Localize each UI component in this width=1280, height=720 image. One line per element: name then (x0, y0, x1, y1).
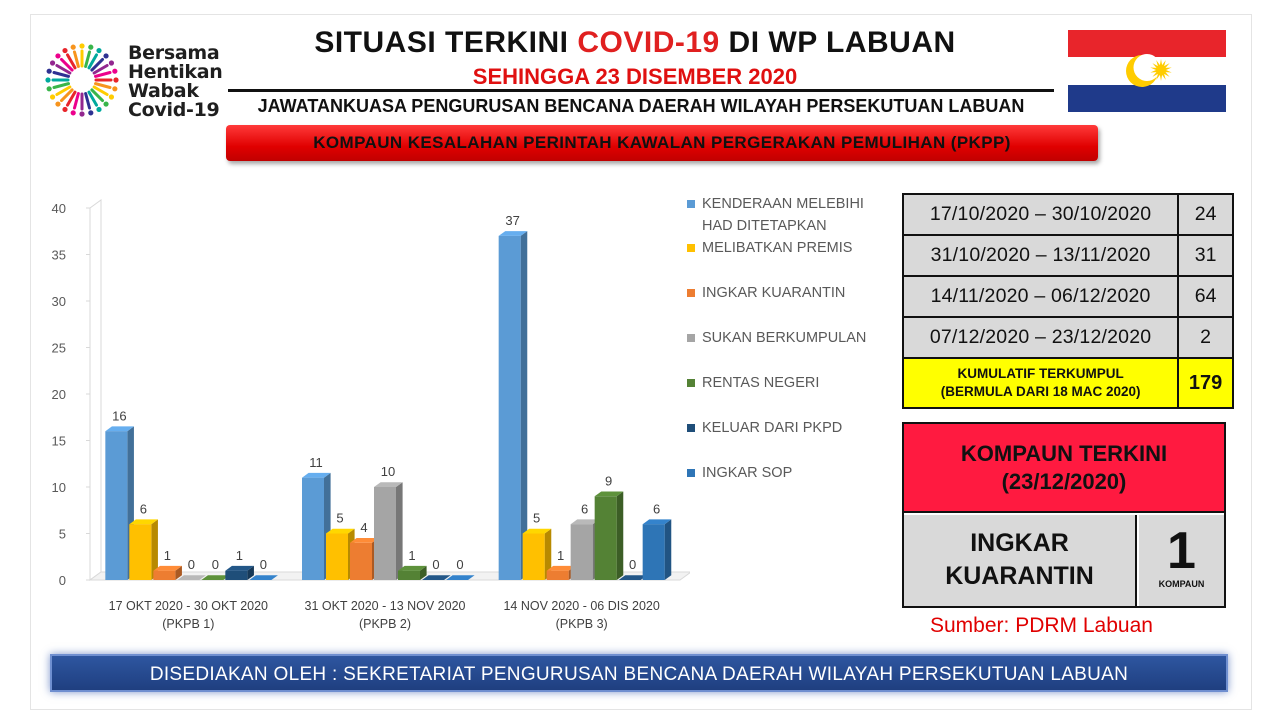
count-cell: 2 (1178, 317, 1233, 358)
latest-value: 1 (1167, 522, 1196, 580)
count-cell: 31 (1178, 235, 1233, 276)
y-tick-label: 30 (51, 294, 66, 309)
title-part-1: SITUASI TERKINI (314, 26, 578, 59)
data-label: 5 (533, 510, 541, 526)
latest-offence-line-2: KUARANTIN (945, 562, 1094, 590)
logo-figure-head (88, 110, 93, 115)
logo-figure-head (112, 86, 117, 91)
data-label: 16 (112, 408, 127, 424)
data-label: 0 (259, 557, 267, 573)
chart-side-wall (90, 200, 101, 580)
cumulative-label-line-1: KUMULATIF TERKUMPUL (957, 366, 1124, 381)
bar-side (396, 482, 403, 580)
bar-side (665, 519, 672, 580)
period-cell: 17/10/2020 – 30/10/2020 (903, 194, 1178, 235)
logo-figure-head (96, 48, 101, 53)
logo-figure-head (103, 53, 108, 58)
legend-swatch (687, 334, 695, 342)
bar-front (595, 496, 617, 580)
data-label: 11 (309, 454, 323, 470)
table-row (903, 235, 1233, 276)
title-highlight: COVID-19 (577, 26, 720, 59)
y-tick-label: 15 (51, 433, 66, 449)
logo-figure-body (86, 52, 90, 66)
latest-compound-box (902, 422, 1226, 608)
y-tick-label: 5 (58, 526, 66, 542)
latest-offence (904, 515, 1137, 606)
legend-swatch (687, 469, 695, 477)
category-label: 31 OKT 2020 - 13 NOV 2020 (304, 599, 466, 613)
legend-label: KELUAR DARI PKPD (702, 420, 843, 436)
logo-line-4: Covid-19 (128, 99, 220, 121)
legend-label: SUKAN BERKUMPULAN (702, 330, 867, 346)
data-label: 4 (360, 520, 368, 535)
legend-item (702, 462, 892, 484)
data-label: 1 (408, 547, 416, 563)
logo-figure-head (47, 69, 52, 74)
logo-figure-head (45, 77, 50, 82)
bar-front (105, 431, 127, 580)
category-label: (PKPB 2) (358, 617, 412, 631)
legend-item (702, 417, 892, 439)
footer-banner: DISEDIAKAN OLEH : SEKRETARIAT PENGURUSAN BENCANA DAERAH WILAYAH PERSEKUTUAN LABUAN (50, 654, 1228, 692)
bar (499, 231, 528, 580)
legend-swatch (687, 289, 695, 297)
period-cell: 31/10/2020 – 13/11/2020 (903, 235, 1178, 276)
bar-front (153, 571, 175, 580)
logo-figure-head (96, 107, 101, 112)
logo-figure-head (47, 86, 52, 91)
data-label: 0 (456, 557, 464, 573)
committee-name: JAWATANKUASA PENGURUSAN BENCANA DAERAH WILAYAH PERSEKUTUAN LABUAN (257, 96, 1025, 116)
summary-table (902, 193, 1234, 409)
logo-line-2: Hentikan (128, 61, 223, 83)
y-tick-label: 0 (58, 573, 66, 588)
cumulative-label (903, 358, 1178, 408)
logo-figure-head (71, 45, 76, 50)
legend-item (702, 282, 892, 304)
bar (374, 482, 403, 580)
category-label: (PKPB 3) (555, 617, 608, 631)
data-label: 9 (605, 473, 613, 489)
logo-figure-body (96, 72, 110, 76)
latest-value-cell (1139, 515, 1224, 606)
source-note: Sumber: PDRM Labuan (930, 614, 1153, 637)
logo-figure-head (71, 110, 76, 115)
bar-front (523, 534, 545, 581)
logo-figure-head (79, 111, 84, 116)
bar (398, 566, 427, 580)
count-cell: 64 (1178, 276, 1233, 317)
logo-figure-head (55, 101, 60, 106)
data-label: 0 (211, 557, 219, 573)
data-label: 37 (505, 213, 520, 229)
logo-figure-head (109, 94, 114, 99)
latest-compound-title (904, 424, 1224, 513)
bar (225, 566, 254, 580)
page-subtitle: SEHINGGA 23 DISEMBER 2020 (472, 64, 798, 89)
y-tick-label: 35 (51, 247, 66, 263)
cumulative-row (903, 358, 1233, 408)
logo-figure-body (54, 84, 68, 88)
cumulative-value: 179 (1178, 358, 1233, 408)
labuan-flag (1068, 30, 1226, 112)
bar-front (129, 524, 151, 580)
logo-figure-head (62, 107, 67, 112)
legend-label: INGKAR KUARANTIN (702, 285, 846, 301)
bar (595, 492, 624, 581)
latest-title-line-2: (23/12/2020) (1001, 469, 1127, 494)
legend-swatch (687, 424, 695, 432)
compound-bar-chart (40, 180, 690, 640)
logo-text (128, 44, 223, 120)
legend-item (702, 237, 892, 259)
bar-front (374, 487, 396, 580)
flag-red-stripe (1068, 30, 1226, 57)
legend-item (702, 193, 892, 237)
table-row (903, 276, 1233, 317)
y-tick-label: 40 (51, 201, 66, 216)
logo-figure-head (88, 45, 93, 50)
bar-front (225, 571, 247, 580)
logo-figure-head (103, 101, 108, 106)
data-label: 5 (336, 510, 344, 526)
legend-item (702, 327, 892, 349)
bar-front (302, 478, 324, 580)
legend-label: MELIBATKAN PREMIS (702, 240, 853, 256)
logo-figure-body (54, 72, 68, 76)
logo-figure-head (62, 48, 67, 53)
data-label: 6 (653, 501, 661, 517)
logo-figure-head (50, 94, 55, 99)
y-tick-label: 10 (51, 480, 66, 495)
latest-title-line-1: KOMPAUN TERKINI (960, 441, 1168, 466)
logo-line-3: Wabak (128, 80, 199, 102)
logo-figure-head (109, 60, 114, 65)
logo-figure-head (112, 69, 117, 74)
table-row (903, 317, 1233, 358)
legend-swatch (687, 379, 695, 387)
logo-figure-body (86, 94, 90, 108)
data-label: 0 (187, 557, 195, 573)
data-label: 6 (139, 501, 147, 517)
data-label: 1 (235, 547, 243, 563)
bar (643, 519, 672, 580)
title-divider (228, 89, 1054, 92)
data-label: 6 (581, 501, 589, 517)
latest-offence-line-1: INGKAR (970, 529, 1069, 557)
cumulative-label-line-2: (BERMULA DARI 18 MAC 2020) (940, 384, 1141, 399)
legend-swatch (687, 244, 695, 252)
category-label: 14 NOV 2020 - 06 DIS 2020 (503, 599, 660, 613)
bar-front (326, 534, 348, 581)
bar (153, 566, 182, 580)
period-cell: 14/11/2020 – 06/12/2020 (903, 276, 1178, 317)
bar-front (350, 543, 372, 580)
data-label: 10 (380, 464, 396, 480)
logo-figure-head (55, 53, 60, 58)
logo-figure-head (79, 43, 84, 48)
flag-blue-stripe (1068, 85, 1226, 112)
bar-front (499, 236, 521, 580)
latest-unit: KOMPAUN (1158, 579, 1205, 589)
bar-front (398, 571, 420, 580)
category-label: 17 OKT 2020 - 30 OKT 2020 (108, 599, 269, 613)
logo-figure-body (74, 94, 78, 108)
legend-label: INGKAR SOP (702, 465, 793, 481)
page-title (240, 26, 1030, 60)
data-label: 1 (163, 547, 171, 563)
category-label: (PKPB 1) (162, 617, 215, 631)
data-label: 1 (557, 547, 565, 563)
legend-label: KENDERAAN MELEBIHI HAD DITETAPKAN (702, 196, 864, 234)
title-part-2: DI WP LABUAN (719, 26, 956, 59)
table-row (903, 194, 1233, 235)
legend-label: RENTAS NEGERI (702, 375, 820, 391)
bar-front (643, 524, 665, 580)
data-label: 0 (629, 557, 637, 573)
logo-line-1: Bersama (128, 42, 220, 64)
y-tick-label: 20 (51, 387, 66, 402)
y-tick-label: 25 (51, 340, 66, 356)
logo-figure-body (96, 84, 110, 88)
bar-side (521, 231, 528, 580)
logo-figure-head (50, 60, 55, 65)
legend-swatch (687, 200, 695, 208)
count-cell: 24 (1178, 194, 1233, 235)
data-label: 0 (432, 557, 440, 573)
bar-front (547, 571, 569, 580)
period-cell: 07/12/2020 – 23/12/2020 (903, 317, 1178, 358)
bar-side (617, 492, 624, 581)
legend-item (702, 372, 892, 394)
section-banner: KOMPAUN KESALAHAN PERINTAH KAWALAN PERGERAKAN PEMULIHAN (PKPP) (226, 125, 1098, 161)
logo-figure-head (113, 77, 118, 82)
bar-front (571, 524, 593, 580)
logo-figure-body (74, 52, 78, 66)
